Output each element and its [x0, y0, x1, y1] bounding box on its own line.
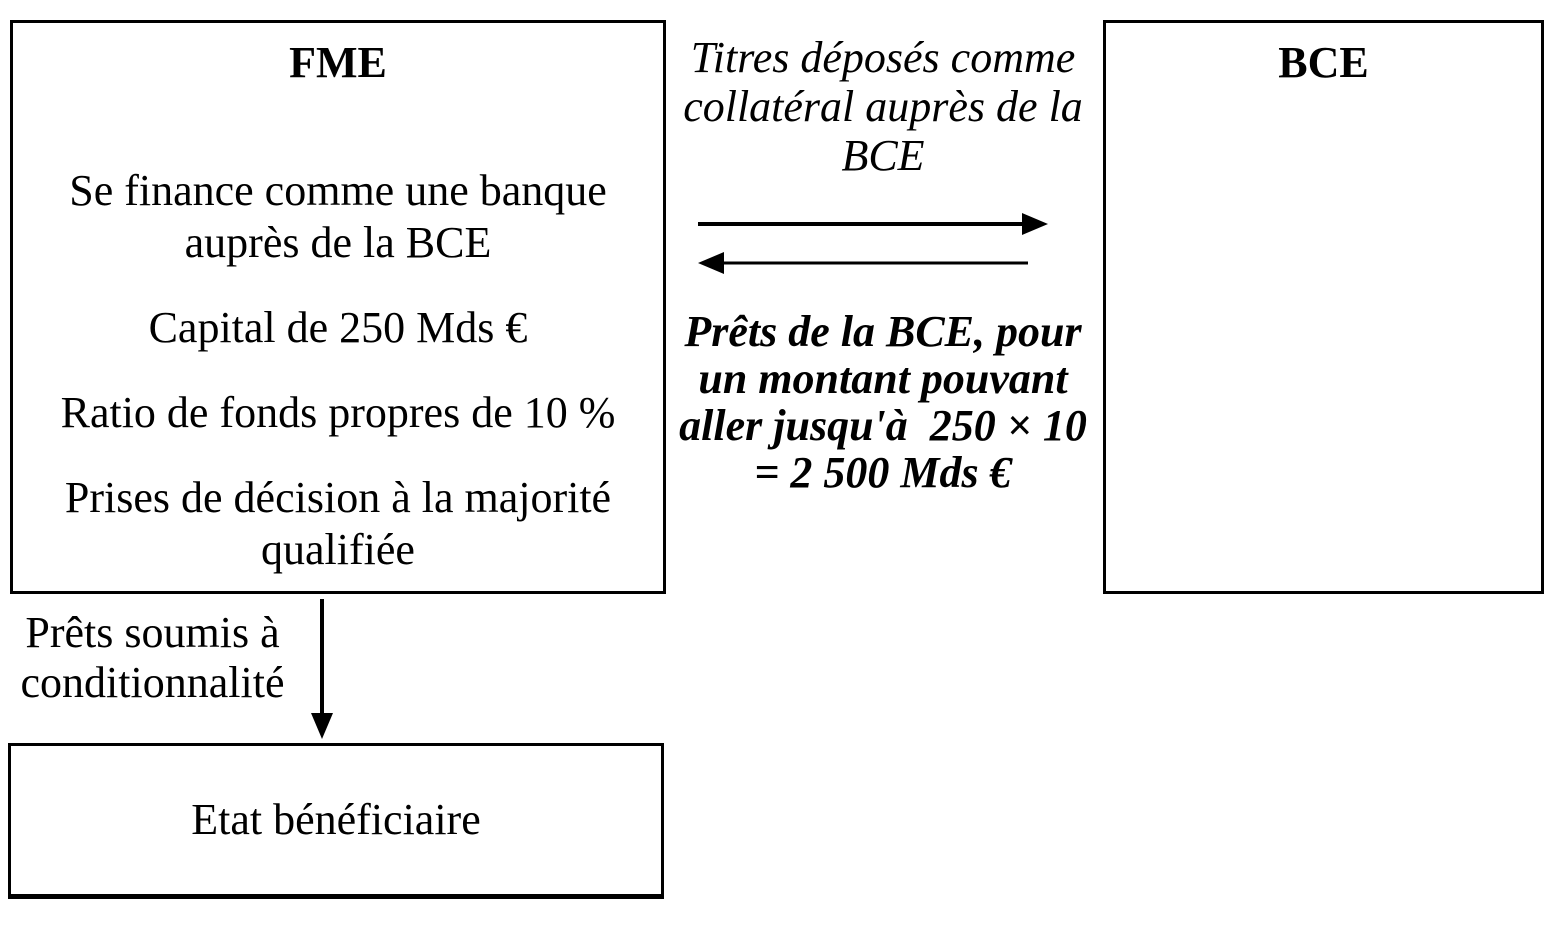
- fme-to-etat-arrow-icon: [308, 599, 336, 740]
- conditionality-label: Prêts soumis à conditionnalité: [20, 608, 285, 707]
- fme-box-body: [13, 165, 663, 576]
- collateral-flow-line: collatéral auprès de la: [683, 82, 1083, 131]
- collateral-flow-label: [665, 33, 1101, 180]
- etat-box: [8, 743, 664, 899]
- bce-loan-flow-line: aller jusqu'à 250 × 10: [679, 401, 1087, 450]
- fme-box-title: FME: [289, 38, 387, 87]
- bce-loan-flow-line: un montant pouvant: [698, 354, 1068, 403]
- collateral-flow-line: BCE: [841, 131, 925, 180]
- bce-box-title: BCE: [1278, 38, 1369, 87]
- bce-loan-flow-label: [665, 308, 1101, 496]
- collateral-flow-line: Titres déposés comme: [690, 33, 1076, 82]
- fme-paragraph-decision: Prises de décision à la majorité qualifiée: [64, 473, 612, 574]
- bce-box: [1103, 20, 1544, 594]
- fme-paragraph-capital: Capital de 250 Mds €: [148, 303, 528, 352]
- fme-box: [10, 20, 666, 594]
- bce-to-fme-arrow-icon: [698, 251, 1030, 275]
- bce-loan-flow-line: Prêts de la BCE, pour: [684, 307, 1082, 356]
- fme-paragraph-ratio: Ratio de fonds propres de 10 %: [60, 388, 616, 437]
- fme-paragraph-financing: Se finance comme une banque auprès de la BCE: [69, 166, 607, 267]
- fme-to-bce-arrow-icon: [696, 212, 1048, 236]
- etat-box-title: Etat bénéficiaire: [191, 795, 481, 844]
- bce-loan-flow-line: = 2 500 Mds €: [754, 448, 1012, 497]
